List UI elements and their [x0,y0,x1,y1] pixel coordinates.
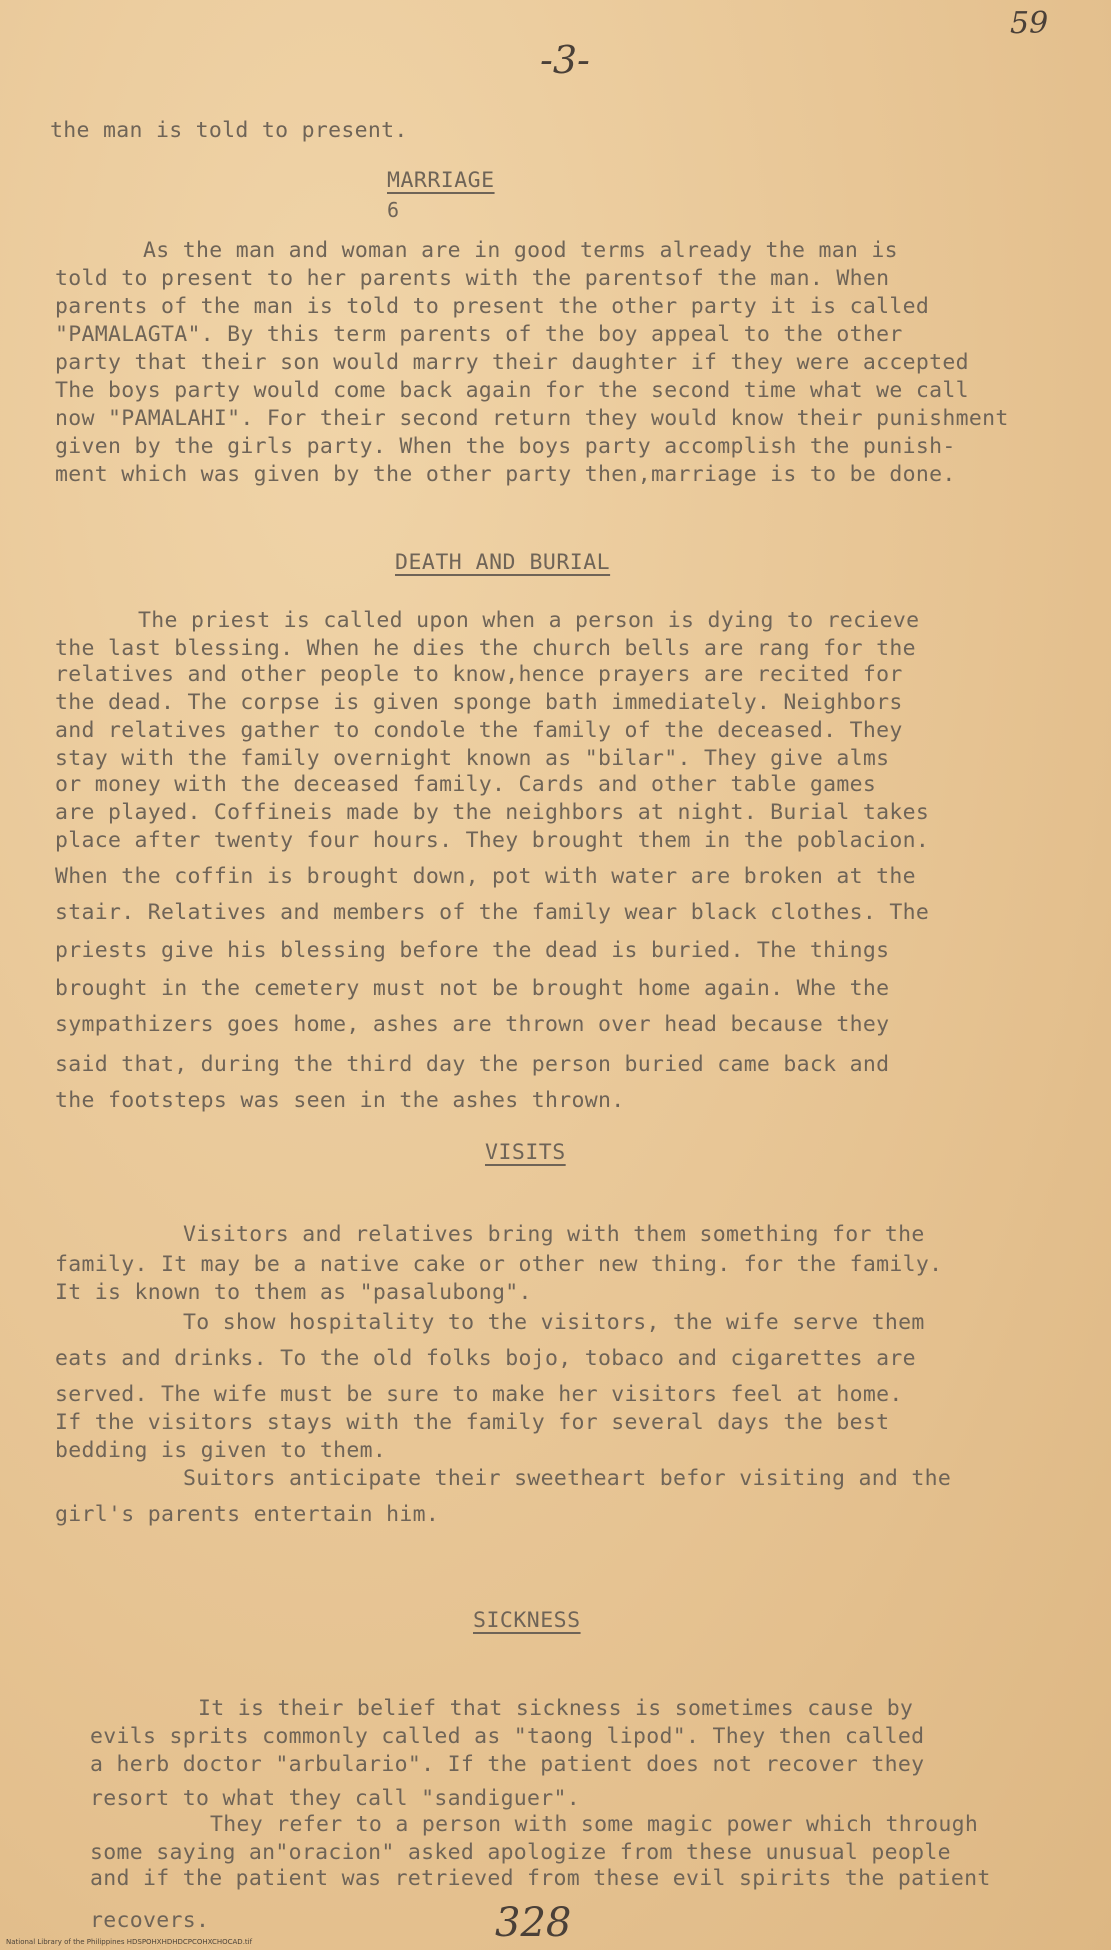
text-line: resort to what they call "sandiguer". [90,1786,581,1811]
text-line: They refer to a person with some magic power which through [210,1812,979,1837]
text-line: eats and drinks. To the old folks bojo, tobaco and cigarettes are [55,1346,916,1371]
text-line: When the coffin is brought down, pot with water are broken at the [55,864,916,889]
text-line: priests give his blessing before the dead is buried. The things [55,938,890,963]
text-line: and relatives gather to condole the family of the deceased. They [55,718,903,743]
text-line: Visitors and relatives bring with them something for the [183,1222,925,1247]
text-line: The priest is called upon when a person is dying to recieve [138,608,920,633]
text-line: ment which was given by the other party then,marriage is to be done. [55,462,956,487]
text-line: a herb doctor "arbulario". If the patient does not recover they [90,1752,925,1777]
text-line: It is known to them as "pasalubong". [55,1280,532,1305]
marriage-subnumber: 6 [387,198,400,222]
text-line: are played. Coffineis made by the neighbors at night. Burial takes [55,800,930,825]
text-line: the dead. The corpse is given sponge bath immediately. Neighbors [55,690,903,715]
text-line: family. It may be a native cake or other new thing. for the family. [55,1252,943,1277]
text-line: place after twenty four hours. They brought them in the poblacion. [55,828,930,853]
header-mark: -3- [540,38,590,82]
text-line: It is their belief that sickness is sometimes cause by [198,1696,914,1721]
intro-line: the man is told to present. [50,118,408,143]
text-line: or money with the deceased family. Cards and other table games [55,772,877,797]
footer-credit: National Library of the Philippines HDSPOHXHDHDCPCOHXCHOCAD.tif [6,1938,253,1946]
text-line: relatives and other people to know,hence prayers are recited for [55,662,903,687]
sickness-heading: SICKNESS [473,1608,581,1633]
text-line: As the man and woman are in good terms already the man is [143,238,898,263]
text-line: said that, during the third day the person buried came back and [55,1052,890,1077]
text-line: parents of the man is told to present the other party it is called [55,294,930,319]
text-line: stair. Relatives and members of the family wear black clothes. The [55,900,930,925]
text-line: told to present to her parents with the parentsof the man. When [55,266,890,291]
footer-number: 328 [495,1900,572,1946]
marriage-heading: MARRIAGE [387,168,495,193]
text-line: brought in the cemetery must not be brought home again. Whe the [55,976,890,1001]
visits-heading: VISITS [485,1140,566,1165]
page-number: 59 [1010,6,1049,41]
text-line: the last blessing. When he dies the church bells are rang for the [55,636,916,661]
text-line: the footsteps was seen in the ashes thrown. [55,1088,625,1113]
text-line: If the visitors stays with the family for several days the best [55,1410,890,1435]
text-line: Suitors anticipate their sweetheart befor visiting and the [183,1466,952,1491]
text-line: stay with the family overnight known as "bilar". They give alms [55,746,890,771]
text-line: "PAMALAGTA". By this term parents of the boy appeal to the other [55,322,903,347]
text-line: bedding is given to them. [55,1438,387,1463]
text-line: party that their son would marry their daughter if they were accepted [55,350,969,375]
text-line: sympathizers goes home, ashes are thrown over head because they [55,1012,890,1037]
text-line: To show hospitality to the visitors, the wife serve them [183,1310,925,1335]
text-line: given by the girls party. When the boys party accomplish the punish- [55,434,956,459]
death-heading: DEATH AND BURIAL [395,550,611,575]
text-line: girl's parents entertain him. [55,1502,440,1527]
text-line: evils sprits commonly called as "taong lipod". They then called [90,1724,925,1749]
text-line: and if the patient was retrieved from these evil spirits the patient [90,1866,991,1891]
text-line: recovers. [90,1908,210,1933]
text-line: served. The wife must be sure to make her visitors feel at home. [55,1382,903,1407]
text-line: some saying an"oracion" asked apologize from these unusual people [90,1840,951,1865]
text-line: The boys party would come back again for the second time what we call [55,378,969,403]
text-line: now "PAMALAHI". For their second return they would know their punishment [55,406,1009,431]
